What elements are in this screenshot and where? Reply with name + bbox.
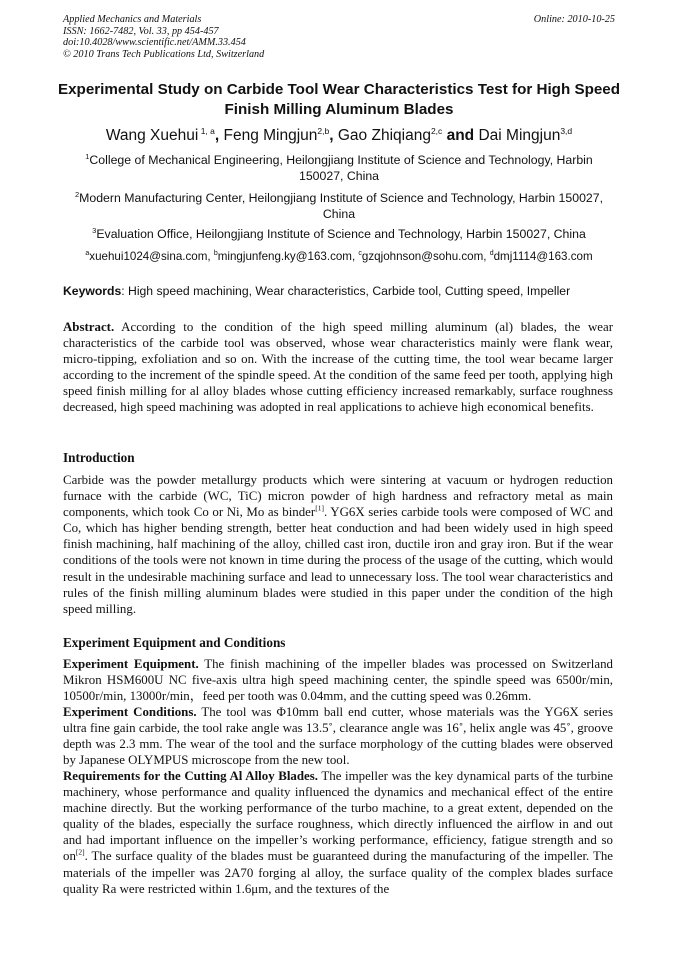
affiliation-sup: 3: [92, 225, 97, 235]
equipment-label: Experiment Equipment.: [63, 657, 199, 671]
abstract: [63, 319, 613, 416]
paper-title: Experimental Study on Carbide Tool Wear Characteristics Test for High Speed Finish Milling Aluminum Blades: [57, 81, 621, 118]
citation[interactable]: [2]: [75, 848, 85, 858]
doi-line: doi:10.4028/www.scientific.net/AMM.33.454: [63, 37, 246, 49]
requirements-paragraph: [63, 768, 613, 897]
author-sup: 2,c: [430, 125, 443, 136]
experiment-equipment-paragraph: [63, 656, 613, 704]
copyright-line: © 2010 Trans Tech Publications Ltd, Switzerland: [63, 48, 265, 60]
intro-text: Carbide was the powder metallurgy products which were sintering at vacuum or hydrogen reduction furnace with the carbide (WC, TiC) micron powder of high hardness and refractory metal as main components, which took Co or Ni, Mo as binder: [63, 473, 613, 520]
affiliation-sup: 1: [85, 151, 90, 161]
abstract-text: According to the condition of the high speed milling aluminum (al) blades, the wear characteristics of the carbide tool was observed, whose wear characteristics mainly were flank wear, micro-tipping, exfoliation and so on. With the increase of the cutting time, the tool wear became larger according to the increment of the spindle speed. At the condition of the same feed per tooth, applying high speed finish milling for al alloy blades whose cutting efficiency increased remarkably, surface roughness decreased, high speed machining was adopted in real applications to achieve high economical benefits.: [63, 320, 613, 415]
author-sup: 3,d: [560, 125, 573, 136]
abstract-label: Abstract.: [63, 320, 115, 334]
email-sup: c: [358, 250, 362, 258]
affiliation-text: Modern Manufacturing Center, Heilongjiang Institute of Science and Technology, Harbin 150027, China: [79, 191, 604, 221]
conditions-label: Experiment Conditions.: [63, 705, 197, 719]
keywords: [63, 284, 623, 299]
requirements-text: The impeller was the key dynamical parts of the turbine machinery, whose performance and quality influenced the dynamics and mechanical effect of the entire machine directly. But the working performance of the turbo machine, to a great extent, depended on the quality of the blades, especially the surface roughness, which directly influenced the airflow in and out and had important influence on the impeller’s working performance, efficiency, fatigue strength and so on: [63, 769, 613, 864]
email-sup: d: [489, 250, 494, 258]
author-name: Wang Xuehui: [105, 127, 199, 144]
author-and: and: [446, 127, 475, 144]
keywords-label: Keywords: [63, 284, 122, 298]
affiliation-2: [63, 191, 615, 222]
journal-name: Applied Mechanics and Materials: [63, 14, 202, 25]
affiliation-1: [63, 153, 615, 184]
author-sup: 2,b: [317, 125, 330, 136]
section-heading-introduction: Introduction: [63, 450, 135, 465]
author-sup: 1, a: [198, 125, 215, 136]
email-list: [58, 249, 620, 264]
author-name: Feng Mingjun: [223, 127, 318, 144]
affiliation-text: Evaluation Office, Heilongjiang Institute of Science and Technology, Harbin 150027, China: [96, 227, 586, 241]
intro-text: . YG6X series carbide tools were composed of WC and Co, which has higher bending strength, better heat conduction and had been widely used in high speed finish machining, half machining of the alloy, chilled cast iron, ductile iron and gray iron. But if the wear conditions of the tools were not known in time during the process of the usage of the cutting, which would result in the undesirable machining surface and lead to unnecessary loss. The tool wear characteristics and rules of the finish milling aluminum blades were studied in this paper under the condition of the high speed milling.: [63, 505, 613, 616]
running-header: [63, 14, 615, 60]
email-link[interactable]: mingjunfeng.ky@163.com,: [217, 250, 359, 263]
author-name: Gao Zhiqiang: [337, 127, 431, 144]
section-heading-experiment: Experiment Equipment and Conditions: [63, 635, 286, 650]
introduction-paragraph: [63, 472, 613, 617]
email-link[interactable]: dmj1114@163.com: [493, 250, 593, 263]
author-name: Dai Mingjun: [478, 127, 561, 144]
issn-line: ISSN: 1662-7482, Vol. 33, pp 454-457: [63, 25, 219, 37]
author-separator: ,: [214, 127, 220, 144]
online-date: Online: 2010-10-25: [533, 14, 615, 25]
author-list: [40, 126, 638, 146]
email-sup: b: [213, 250, 218, 258]
citation[interactable]: [1]: [315, 503, 324, 513]
equipment-text: The finish machining of the impeller blades was processed on Switzerland Mikron HSM600U NC five-axis ultra high speed machining center, the spindle speed was 6500r/min, 10500r/min, 13000r/min，feed per tooth was 0.04mm, and the cutting speed was 0.26mm.: [63, 657, 613, 704]
requirements-label: Requirements for the Cutting Al Alloy Blades.: [63, 769, 318, 783]
affiliation-sup: 2: [74, 189, 80, 199]
author-separator: ,: [329, 127, 334, 144]
conditions-text: The tool was Φ10mm ball end cutter, whose materials was the YG6X series ultra fine gain carbide, the tool rake angle was 13.5˚, clearance angle was 16˚, helix angle was 45˚, groove depth was 2.3 mm. The wear of the tool and the surface morphology of the cutting blades were observed by Japanese OLYMPUS microscope from the new tool.: [63, 705, 613, 768]
email-link[interactable]: xuehui1024@sina.com,: [89, 250, 214, 263]
affiliation-text: College of Mechanical Engineering, Heilongjiang Institute of Science and Technology, Harbin 150027, China: [89, 153, 593, 183]
email-link[interactable]: gzqjohnson@sohu.com,: [361, 250, 490, 263]
experiment-conditions-paragraph: [63, 704, 613, 768]
email-sup: a: [85, 250, 90, 258]
affiliation-3: [63, 227, 615, 243]
keywords-text: : High speed machining, Wear characteristics, Carbide tool, Cutting speed, Impeller: [121, 284, 571, 298]
requirements-text: . The surface quality of the blades must be guaranteed during the manufacturing of the impeller. The materials of the impeller was 2A70 forging al alloy, the surface quality of the complex blades surface quality Ra were restricted within 1.6μm, and the textures of the: [63, 849, 613, 896]
